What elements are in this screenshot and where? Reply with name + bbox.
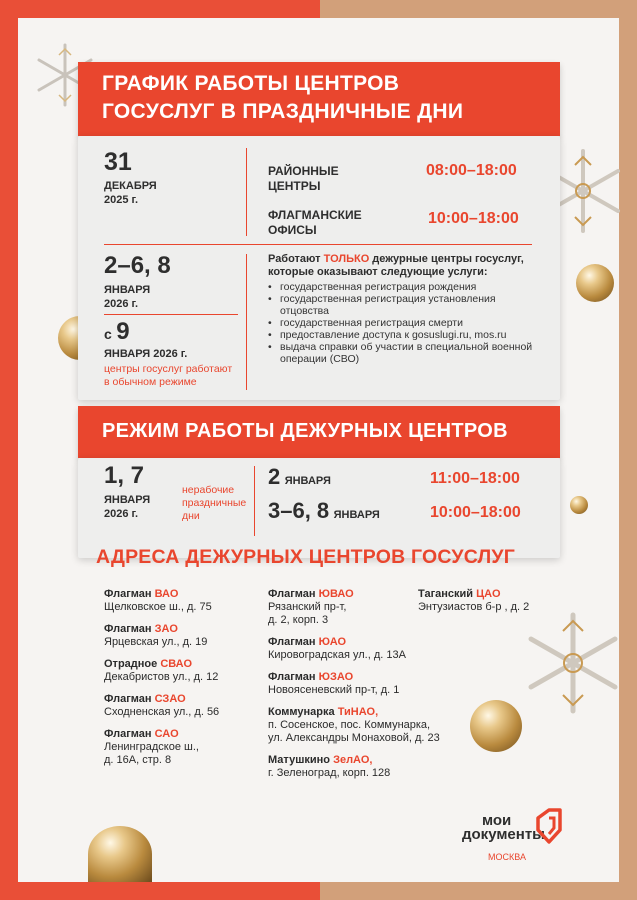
nonworking-month: ЯНВАРЯ bbox=[104, 494, 151, 506]
address-district: ЗелАО, bbox=[333, 754, 373, 766]
jan2-time: 11:00–18:00 bbox=[430, 470, 520, 487]
normal-mode-note: центры госуслуг работают в обычном режиме bbox=[104, 363, 233, 388]
address-name: Флагман bbox=[104, 693, 155, 705]
divider bbox=[246, 254, 247, 390]
address-district: ТиНАО, bbox=[337, 706, 379, 718]
address-entry bbox=[268, 754, 468, 780]
ornament-ball bbox=[576, 264, 614, 302]
addresses-column-3 bbox=[418, 588, 548, 623]
duty-schedule-panel bbox=[78, 458, 560, 558]
poster bbox=[18, 18, 619, 882]
address-line: ул. Александры Монаховой, д. 23 bbox=[268, 732, 440, 744]
address-district: ВАО bbox=[154, 588, 179, 600]
address-line: п. Сосенское, пос. Коммунарка, bbox=[268, 719, 431, 731]
schedule-header-line1: ГРАФИК РАБОТЫ ЦЕНТРОВ bbox=[102, 72, 400, 95]
dec31-year: 2025 г. bbox=[104, 194, 139, 206]
ornament-ball bbox=[570, 496, 588, 514]
address-line: Рязанский пр-т, bbox=[268, 601, 347, 613]
address-district: СЗАО bbox=[154, 693, 186, 705]
list-item: • государственная регистрация смерти bbox=[268, 317, 538, 329]
services-intro: Работают ТОЛЬКО дежурные центры госуслуг, которые оказывают следующие услуги: bbox=[268, 253, 524, 278]
flagship-offices-label: ФЛАГМАНСКИЕ ОФИСЫ bbox=[268, 208, 362, 237]
address-entry bbox=[104, 693, 264, 719]
address-line: г. Зеленоград, корп. 128 bbox=[268, 767, 391, 779]
address-district: СВАО bbox=[160, 658, 193, 670]
address-line: Новоясеневский пр-т, д. 1 bbox=[268, 684, 400, 696]
ornament-ball bbox=[470, 700, 522, 752]
duty-centers-header: РЕЖИМ РАБОТЫ ДЕЖУРНЫХ ЦЕНТРОВ bbox=[78, 406, 560, 458]
address-line: Энтузиастов б-р , д. 2 bbox=[418, 601, 530, 613]
logo-line1: мои bbox=[482, 812, 512, 829]
flagship-offices-time: 10:00–18:00 bbox=[428, 210, 519, 227]
address-district: ЮВАО bbox=[318, 588, 354, 600]
schedule-header bbox=[78, 62, 560, 136]
address-district: ЮАО bbox=[318, 636, 347, 648]
jan-days: 2–6, 8 bbox=[104, 252, 171, 279]
nonworking-year: 2026 г. bbox=[104, 508, 139, 520]
address-name: Флагман bbox=[268, 671, 319, 683]
list-item: • государственная регистрация рождения bbox=[268, 281, 538, 293]
nonworking-note: нерабочие праздничные дни bbox=[182, 484, 247, 522]
address-name: Флагман bbox=[268, 636, 319, 648]
from-date: с 9 bbox=[104, 318, 130, 345]
from-month: ЯНВАРЯ 2026 г. bbox=[104, 348, 188, 360]
address-district: САО bbox=[154, 728, 179, 740]
snowflake-icon bbox=[518, 608, 628, 718]
address-entry bbox=[104, 658, 264, 684]
address-name: Отрадное bbox=[104, 658, 161, 670]
address-entry bbox=[418, 588, 548, 614]
divider bbox=[104, 244, 532, 245]
list-item: • государственная регистрация установления отцовства bbox=[268, 293, 538, 317]
dec31-month: ДЕКАБРЯ bbox=[104, 180, 157, 192]
address-line: Декабристов ул., д. 12 bbox=[104, 671, 219, 683]
holiday-schedule-panel bbox=[78, 136, 560, 400]
logo-icon bbox=[536, 808, 562, 844]
logo-city: МОСКВА bbox=[488, 852, 526, 862]
jan3-8-time: 10:00–18:00 bbox=[430, 504, 521, 521]
address-entry bbox=[268, 671, 468, 697]
divider bbox=[254, 466, 255, 536]
address-district: ЦАО bbox=[476, 588, 501, 600]
address-line: Щелковское ш., д. 75 bbox=[104, 601, 212, 613]
address-name: Флагман bbox=[104, 588, 155, 600]
logo-line2: документы bbox=[462, 826, 545, 843]
ornament-ball bbox=[88, 826, 152, 882]
address-entry bbox=[104, 588, 264, 614]
addresses-column-1 bbox=[104, 588, 264, 776]
address-entry bbox=[104, 623, 264, 649]
address-name: Матушкино bbox=[268, 754, 334, 766]
dec31-day: 31 bbox=[104, 148, 132, 176]
address-line: Сходненская ул., д. 56 bbox=[104, 706, 220, 718]
district-centers-label: РАЙОННЫЕ ЦЕНТРЫ bbox=[268, 164, 339, 193]
address-name: Коммунарка bbox=[268, 706, 338, 718]
list-item: • предоставление доступа к gosuslugi.ru, mos.ru bbox=[268, 329, 538, 341]
address-line: д. 2, корп. 3 bbox=[268, 614, 329, 626]
address-entry bbox=[104, 728, 264, 767]
jan-month: ЯНВАРЯ bbox=[104, 284, 151, 296]
address-line: Ленинградское ш., bbox=[104, 741, 199, 753]
address-line: Кировоградская ул., д. 13А bbox=[268, 649, 406, 661]
address-line: д. 16А, стр. 8 bbox=[104, 754, 172, 766]
services-list bbox=[268, 281, 538, 365]
address-name: Флагман bbox=[104, 623, 155, 635]
jan3-8-row: 3–6, 8 ЯНВАРЯ bbox=[268, 498, 380, 523]
jan2-row: 2 ЯНВАРЯ bbox=[268, 464, 331, 489]
address-line: Ярцевская ул., д. 19 bbox=[104, 636, 208, 648]
address-district: ЮЗАО bbox=[318, 671, 354, 683]
address-district: ЗАО bbox=[154, 623, 178, 635]
address-entry bbox=[268, 636, 468, 662]
list-item: • выдача справки об участии в специальной военной операции (СВО) bbox=[268, 341, 538, 365]
divider bbox=[246, 148, 247, 236]
address-name: Таганский bbox=[418, 588, 477, 600]
addresses-title: АДРЕСА ДЕЖУРНЫХ ЦЕНТРОВ ГОСУСЛУГ bbox=[96, 546, 515, 568]
jan-year: 2026 г. bbox=[104, 298, 139, 310]
divider bbox=[104, 314, 238, 315]
nonworking-days: 1, 7 bbox=[104, 462, 145, 489]
address-entry bbox=[268, 706, 468, 745]
district-centers-time: 08:00–18:00 bbox=[426, 162, 517, 179]
address-name: Флагман bbox=[104, 728, 155, 740]
address-name: Флагман bbox=[268, 588, 319, 600]
schedule-header-line2: ГОСУСЛУГ В ПРАЗДНИЧНЫЕ ДНИ bbox=[102, 100, 464, 123]
